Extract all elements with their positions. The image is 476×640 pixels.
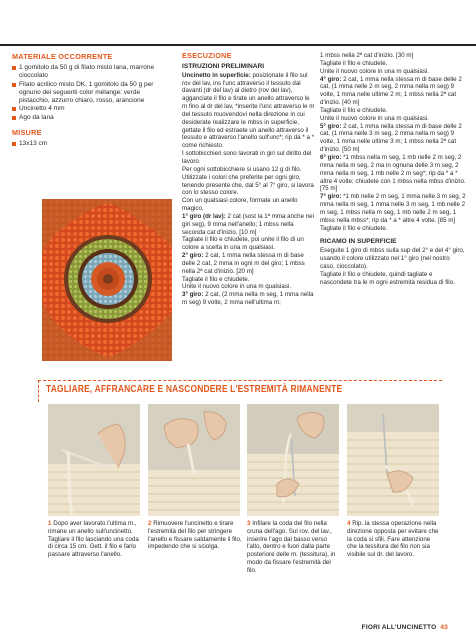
step-3-text: 3 Infilare la coda del filo nella cruna dell'ago. Sul rov. del lav., inserire l'ago dal basso verso l'alto, dentro e fuori dalla parte posteriore delle m. (tessitura), in modo da fissare l'estremità del filo.	[247, 520, 336, 574]
banner-title: TAGLIARE, AFFRANCARE E NASCONDERE L'ESTREMITÀ RIMANENTE	[46, 384, 343, 395]
material-item: Filato acrilico misto DK, 1 gomitolo da 50 g per ognuno dei seguenti color mélange: verde pistacchio, azzurro chiaro, rosso, arancione	[12, 81, 170, 106]
intro-paragraph: Uncinetto in superficie: posizionate il filo sul rov del lav, ins l'unc attraverso il tessuto dal davanti (dr del lav) al dietro (rov del lav), agganciate il filo e tirate un anello attraverso le m fino al dr del lav, *inserite l'unc attraverso le m del tessuto muovendovi nella direzione in cui desiderate realizzare le mbss in superficie, gettate il filo ed estraete un anello attraverso il tessuto e attraverso l'anello sull'unc*; rip da * a * come richiesto.	[182, 71, 315, 150]
paragraph: Eseguite 1 giro di mbss sulla sup del 2° e del 4° giro, usando il colore utilizzato nel 1° giro (nel nostro caso, cioccolato).	[320, 247, 465, 270]
bullet-square-icon	[12, 83, 16, 87]
material-item: Uncinetto 4 mm	[12, 105, 170, 113]
misure-value: 13x13 cm	[12, 140, 170, 148]
round-6: 6° giro: *1 mbss nella m seg, 1 mb nelle 2 m seg, 2 mma nella m seg, 2 ma in ognuna delle 3 m seg, 2 mma nella m seg, 1 mb nelle 2 m seg*; rip da * a * altre 4 volte; chiudete con 1 mbss nella mbss d'inizio. [75 m]	[320, 153, 466, 193]
paragraph: Tagliate il filo e chiudete.	[320, 224, 388, 232]
footer-title: FIORI ALL'UNCINETTO	[361, 624, 437, 631]
materials-section	[12, 52, 170, 148]
round-5: 5° giro: 2 cat, 1 mma nella stessa m di base delle 2 cat, (1 mma nelle 3 m seg, 2 mma nella m seg) 9 volte, 1 mma nelle ultime 3 m; 1 mbss nella 2ª cat d'inizio. [50 m]	[320, 122, 462, 154]
round-7: 7° giro: *1 mb nelle 2 m seg, 1 mma nelle 3 m seg, 2 mma nella m seg, 1 mma nelle 3 m seg, 1 mb nelle 2 m seg, 1 mbss nella m seg, 1 mb nelle 2 m seg, 1 mbss nella mbss*; rip da * a * altre 4 volte. [85 m]	[320, 193, 466, 224]
step-2-photo	[148, 404, 240, 516]
round-2: 2° giro: 2 cat, 1 mma nella stessa m di base delle 2 cat, 2 mma in ogni m del giro; 1 mbss nella 2ª cat d'inizio. [20 m]	[182, 252, 305, 275]
paragraph: Unite il nuovo colore in una m qualsiasi.	[182, 283, 292, 291]
round-3: 3° giro: 2 cat, (2 mma nella m seg, 1 mma nella m seg) 9 volte, 2 mma nell'ultima m;	[182, 291, 314, 307]
bullet-square-icon	[12, 66, 16, 70]
paragraph: Tagliate il filo e chiudete.	[182, 275, 250, 283]
istruzioni-title: ISTRUZIONI PRELIMINARI	[182, 62, 265, 70]
material-item: Ago da lana	[12, 114, 170, 122]
round-4: 4° giro: 2 cat, 1 mma nella stessa m di base delle 2 cat, (1 mma nelle 2 m seg, 2 mma nella m seg) 9 volte, 1 mma nelle ultime 2 m; 1 mbss nella 2ª cat d'inizio. [40 m]	[320, 75, 462, 107]
esecuzione-title: ESECUZIONE	[182, 51, 232, 60]
paragraph: Tagliate il filo e chiudete, quindi tagliate e nascondete tra le m ogni estremità residua di filo.	[320, 270, 455, 286]
step-1-text: 1 Dopo aver lavorato l'ultima m., rimane un anello sull'uncinetto. Tagliare il filo lasciando una coda di circa 15 cm. Gett. il filo e farlo passare attraverso l'anello.	[48, 520, 139, 559]
paragraph: Unite il nuovo colore in una m qualsiasi.	[320, 114, 430, 122]
coaster-photo	[42, 199, 172, 361]
materials-title: MATERIALE OCCORRENTE	[12, 52, 113, 61]
paragraph: 1 mbss nella 2ª cat d'inizio. [30 m]	[320, 52, 414, 59]
page-number: 43	[440, 624, 448, 631]
round-1: 1° giro (dr lav): 2 cat (sost la 1ª mma anche nei giri seg), 9 mma nell'anello; 1 mbss nella seconda cat d'inizio. [10 m]	[182, 212, 315, 236]
paragraph: Tagliate il filo e chiudete.	[320, 106, 388, 114]
bullet-square-icon	[12, 142, 16, 146]
step-1-photo	[48, 404, 140, 516]
bullet-square-icon	[12, 107, 16, 111]
paragraph: Tagliate il filo e chiudete, poi unite il filo di un colore a scelta in una m qualsiasi.	[182, 236, 304, 252]
paragraph: Con un qualsiasi colore, formate un anello magico.	[182, 197, 298, 213]
paragraph: I sottobicchieri sono lavorati in giri sul diritto del lavoro.	[182, 150, 312, 165]
continuation-column	[320, 52, 466, 286]
bullet-square-icon	[12, 116, 16, 120]
material-item: 1 gomitolo da 50 g di filato misto lana, marrone cioccolato	[12, 64, 170, 81]
esecuzione-column	[182, 52, 315, 307]
step-4-text: 4 Rip. la stessa operazione nella direzione opposta per evitare che la coda si sfili. Fare attenzione che la tessitura del filo non sia visibile sul dr. del lavoro.	[347, 520, 439, 559]
paragraph: Tagliate il filo e chiudete.	[320, 59, 388, 67]
step-4-photo	[347, 404, 439, 516]
page-footer	[362, 624, 448, 631]
step-3-photo	[247, 404, 339, 516]
top-rule	[0, 44, 476, 46]
paragraph: Per ogni sottobicchiere si usano 12 g di filo. Utilizzate i colori che preferite per ogni giro, tenendo presente che, dal 5° al 7° giro, si lavora con lo stesso colore.	[182, 165, 314, 197]
step-2-text: 2 Rimuovere l'uncinetto e tirare l'estremità del filo per stringere l'anello e fissare saldamente il filo, impedendo che si sciolga.	[148, 520, 242, 551]
misure-title: MISURE	[12, 128, 42, 138]
paragraph: Unite il nuovo colore in una m qualsiasi.	[320, 67, 430, 75]
ricamo-title: RICAMO IN SUPERFICIE	[320, 238, 397, 246]
